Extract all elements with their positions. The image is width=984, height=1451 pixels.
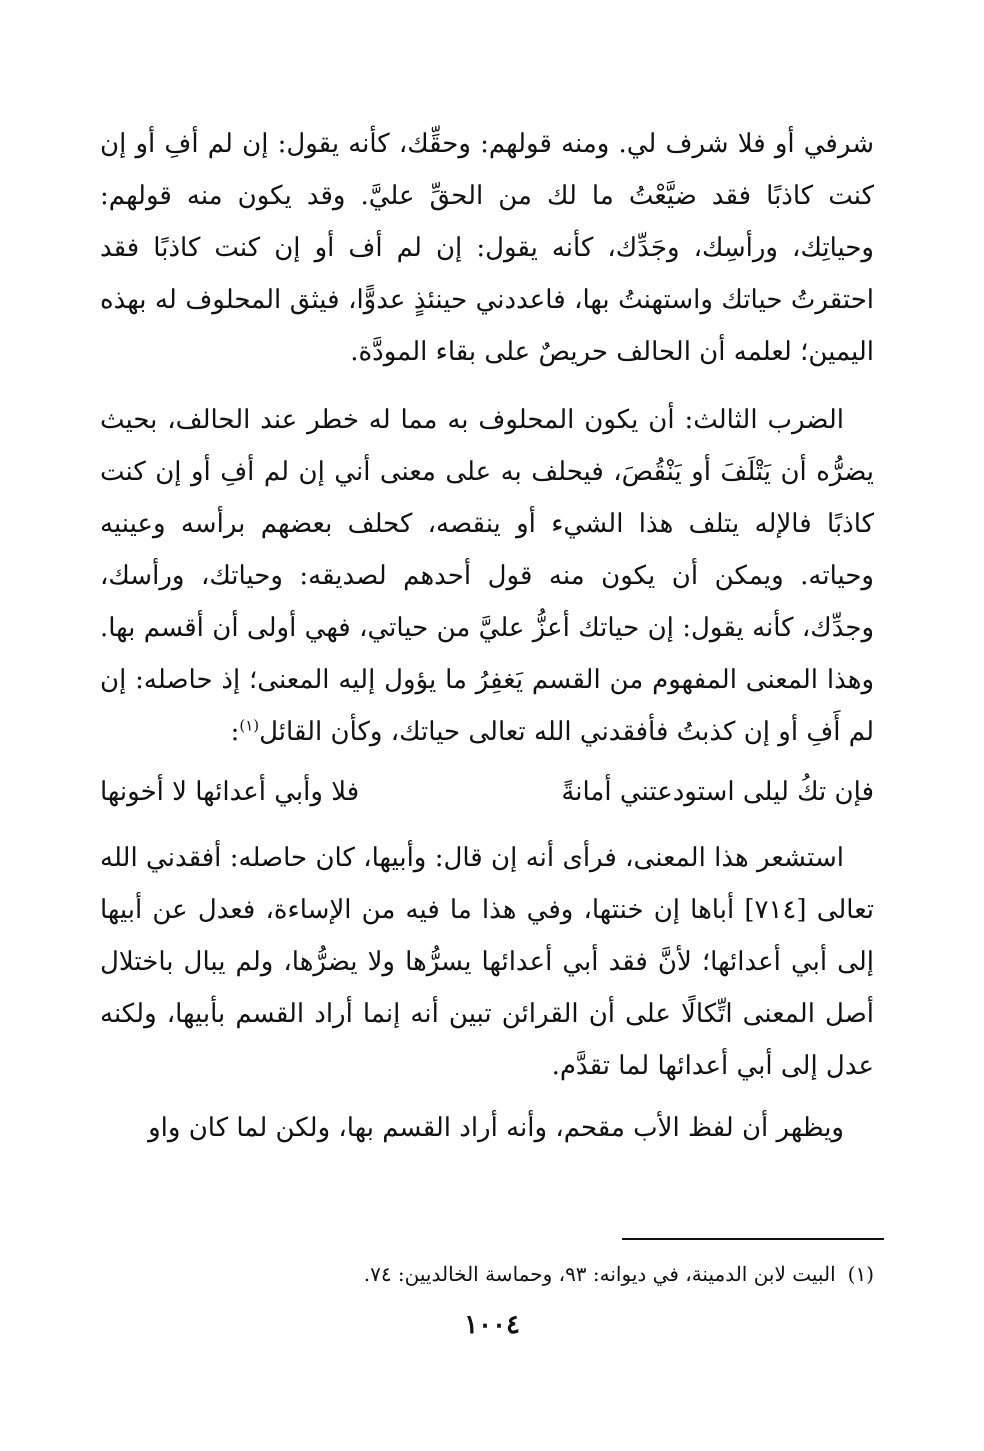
- footnote-marker: (١): [847, 1262, 874, 1286]
- verse-second-hemistich: فلا وأبي أعدائها لا أخونها: [100, 777, 360, 807]
- paragraph-2: [100, 394, 874, 758]
- footnote-reference: (١): [239, 716, 260, 735]
- paragraph-4: ويظهر أن لفظ الأب مقحم، وأنه أراد القسم بها، ولكن لما كان واو: [148, 1113, 844, 1143]
- main-text: [100, 118, 874, 1154]
- poetry-verse: [100, 766, 874, 818]
- footnote: [100, 1258, 874, 1290]
- paragraph-2-text: الضرب الثالث: أن يكون المحلوف به مما له خطر عند الحالف، بحيث يضرُّه أن يَتْلَفَ أو يَنْقُصَ، فيحلف به على معنى أني إن لم أفِ أو إن كنت كاذبًا فالإله يتلف هذا الشيء أو ينقصه، كحلف بعضهم برأسه وعينيه وحياته. ويمكن أن يكون منه قول أحدهم لصديقه: وحياتك، ورأسك، وجدِّك، كأنه يقول: إن حياتك أعزُّ عليَّ من حياتي، فهي أولى أن أقسم بها. وهذا المعنى المفهوم من القسم يَغفِرُ ما يؤول إليه المعنى؛ إذ حاصله: إن لم أَفِ أو إن كذبتُ فأفقدني الله تعالى حياتك، وكأن القائل: [100, 405, 874, 747]
- footnote-divider: [622, 1238, 884, 1240]
- footnote-text: البيت لابن الدمينة، في ديوانه: ٩٣، وحماسة الخالديين: ٧٤.: [363, 1262, 836, 1286]
- paragraph-1: شرفي أو فلا شرف لي. ومنه قولهم: وحقِّك، كأنه يقول: إن لم أفِ أو إن كنت كاذبًا فقد ضيَّعْتُ ما لك من الحقِّ عليَّ. وقد يكون منه قولهم: وحياتِك، ورأسِك، وجَدِّك، كأنه يقول: إن لم أف أو إن كنت كاذبًا فقد احتقرتُ حياتك واستهنتُ بها، فاعددني حينئذٍ عدوًّا، فيثق المحلوف له بهذه اليمين؛ لعلمه أن الحالف حريصٌ على بقاء المودَّة.: [100, 129, 874, 367]
- paragraph-2-tail: :: [230, 717, 240, 747]
- page-number: ١٠٠٤: [464, 1310, 520, 1340]
- paragraph-3: استشعر هذا المعنى، فرأى أنه إن قال: وأبيها، كان حاصله: أفقدني الله تعالى [٧١٤] أباها إن خنتها، وفي هذا ما فيه من الإساءة، فعدل عن أبيها إلى أبي أعدائها؛ لأنَّ فقد أبي أعدائها يسرُّها ولا يضرُّها، ولم يبال باختلال أصل المعنى اتِّكالًا على أن القرائن تبين أنه إنما أراد القسم بأبيها، ولكنه عدل إلى أبي أعدائها لما تقدَّم.: [100, 843, 875, 1081]
- verse-first-hemistich: فإن تكُ ليلى استودعتني أمانةً: [561, 777, 874, 807]
